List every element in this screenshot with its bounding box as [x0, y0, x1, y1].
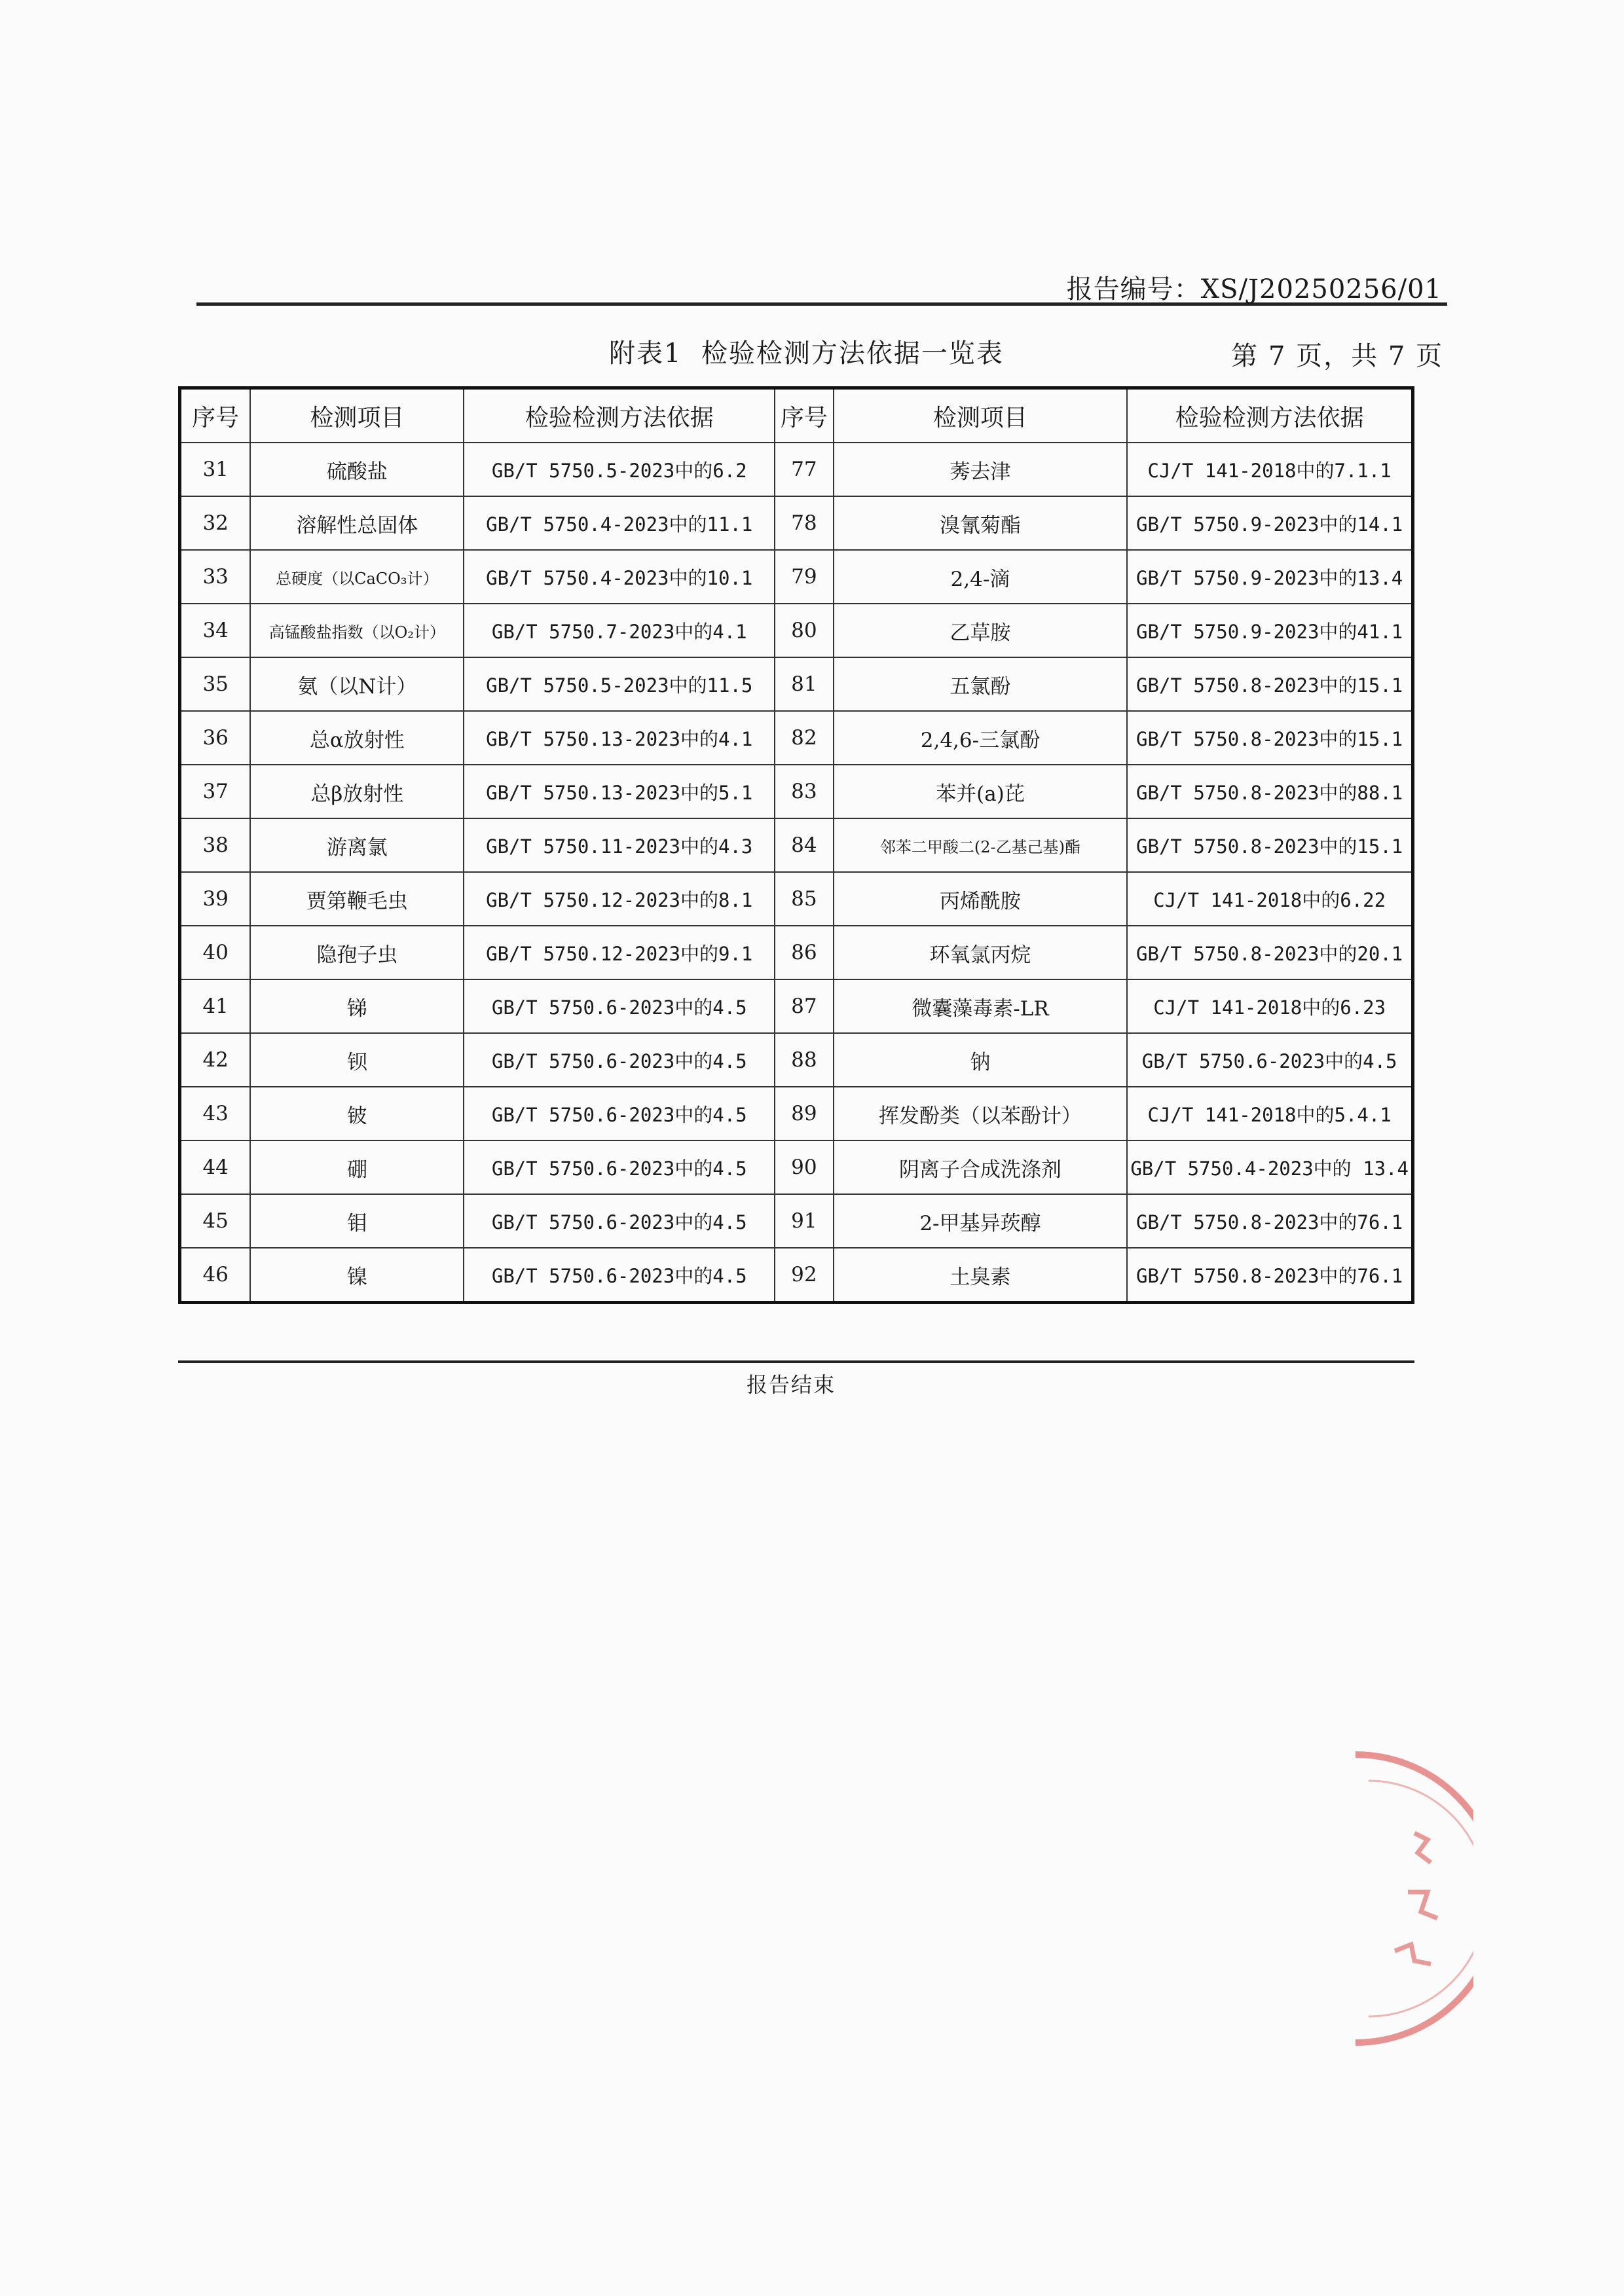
test-method: GB/T 5750.9-2023中的14.1 — [1127, 496, 1412, 550]
table-row — [180, 657, 1413, 711]
test-method: GB/T 5750.6-2023中的4.5 — [464, 1140, 775, 1194]
row-number: 43 — [180, 1087, 251, 1140]
test-method: GB/T 5750.9-2023中的41.1 — [1127, 604, 1412, 657]
page-number: 第 7 页，共 7 页 — [1231, 341, 1443, 371]
table-row — [180, 1033, 1413, 1087]
test-method: GB/T 5750.5-2023中的6.2 — [464, 443, 775, 496]
test-item: 硼 — [250, 1140, 464, 1194]
test-method: GB/T 5750.8-2023中的88.1 — [1127, 765, 1412, 818]
test-item: 锑 — [250, 979, 464, 1033]
test-method: GB/T 5750.11-2023中的4.3 — [464, 818, 775, 872]
official-seal — [1316, 1741, 1473, 2056]
table-row — [180, 1140, 1413, 1194]
col-header-item: 检测项目 — [250, 388, 464, 443]
test-method: CJ/T 141-2018中的7.1.1 — [1127, 443, 1412, 496]
row-number: 83 — [775, 765, 833, 818]
row-number: 40 — [180, 926, 251, 979]
test-item: 2,4-滴 — [834, 550, 1128, 604]
test-item: 微囊藻毒素-LR — [834, 979, 1128, 1033]
row-number: 46 — [180, 1248, 251, 1303]
row-number: 32 — [180, 496, 251, 550]
test-item: 五氯酚 — [834, 657, 1128, 711]
table-header-row — [180, 388, 1413, 443]
test-item: 钡 — [250, 1033, 464, 1087]
col-header-no: 序号 — [775, 388, 833, 443]
table-row — [180, 1248, 1413, 1303]
row-number: 33 — [180, 550, 251, 604]
test-item: 挥发酚类（以苯酚计） — [834, 1087, 1128, 1140]
col-header-item: 检测项目 — [834, 388, 1128, 443]
test-method: GB/T 5750.8-2023中的76.1 — [1127, 1248, 1412, 1303]
test-method: GB/T 5750.6-2023中的4.5 — [464, 1194, 775, 1248]
table-row — [180, 818, 1413, 872]
table-title: 附表1 检验检测方法依据一览表 — [609, 338, 1004, 369]
col-header-no: 序号 — [180, 388, 251, 443]
table-row — [180, 550, 1413, 604]
test-method: GB/T 5750.13-2023中的4.1 — [464, 711, 775, 765]
test-item: 乙草胺 — [834, 604, 1128, 657]
row-number: 78 — [775, 496, 833, 550]
test-method: GB/T 5750.6-2023中的4.5 — [464, 979, 775, 1033]
row-number: 44 — [180, 1140, 251, 1194]
row-number: 31 — [180, 443, 251, 496]
test-item: 溴氰菊酯 — [834, 496, 1128, 550]
test-method: GB/T 5750.6-2023中的4.5 — [464, 1087, 775, 1140]
test-method: GB/T 5750.5-2023中的11.5 — [464, 657, 775, 711]
test-method: CJ/T 141-2018中的6.22 — [1127, 872, 1412, 926]
table-row — [180, 979, 1413, 1033]
report-end-text: 报告结束 — [747, 1372, 836, 1397]
test-item: 土臭素 — [834, 1248, 1128, 1303]
test-item: 镍 — [250, 1248, 464, 1303]
test-item: 总β放射性 — [250, 765, 464, 818]
test-method: CJ/T 141-2018中的5.4.1 — [1127, 1087, 1412, 1140]
col-header-method: 检验检测方法依据 — [1127, 388, 1412, 443]
test-method: GB/T 5750.8-2023中的15.1 — [1127, 711, 1412, 765]
table-row — [180, 926, 1413, 979]
test-method: GB/T 5750.4-2023中的10.1 — [464, 550, 775, 604]
test-method: GB/T 5750.12-2023中的9.1 — [464, 926, 775, 979]
row-number: 86 — [775, 926, 833, 979]
row-number: 36 — [180, 711, 251, 765]
row-number: 88 — [775, 1033, 833, 1087]
test-method: GB/T 5750.8-2023中的15.1 — [1127, 657, 1412, 711]
test-item: 环氧氯丙烷 — [834, 926, 1128, 979]
table-row — [180, 604, 1413, 657]
row-number: 81 — [775, 657, 833, 711]
test-item: 邻苯二甲酸二(2-乙基己基)酯 — [834, 818, 1128, 872]
row-number: 84 — [775, 818, 833, 872]
header-rule — [196, 302, 1447, 306]
test-item: 2,4,6-三氯酚 — [834, 711, 1128, 765]
row-number: 77 — [775, 443, 833, 496]
footer-rule — [178, 1360, 1414, 1363]
test-item: 铍 — [250, 1087, 464, 1140]
row-number: 80 — [775, 604, 833, 657]
test-method: GB/T 5750.6-2023中的4.5 — [464, 1033, 775, 1087]
test-item: 硫酸盐 — [250, 443, 464, 496]
test-item: 莠去津 — [834, 443, 1128, 496]
row-number: 45 — [180, 1194, 251, 1248]
table-row — [180, 1194, 1413, 1248]
table-row — [180, 872, 1413, 926]
test-method: GB/T 5750.7-2023中的4.1 — [464, 604, 775, 657]
test-item: 氨（以N计） — [250, 657, 464, 711]
test-method: GB/T 5750.9-2023中的13.4 — [1127, 550, 1412, 604]
row-number: 90 — [775, 1140, 833, 1194]
row-number: 92 — [775, 1248, 833, 1303]
report-number: 报告编号：XS/J20250256/01 — [1066, 274, 1442, 304]
row-number: 38 — [180, 818, 251, 872]
test-item: 溶解性总固体 — [250, 496, 464, 550]
test-method: GB/T 5750.13-2023中的5.1 — [464, 765, 775, 818]
row-number: 41 — [180, 979, 251, 1033]
table-row — [180, 443, 1413, 496]
test-item: 钠 — [834, 1033, 1128, 1087]
test-method: GB/T 5750.8-2023中的15.1 — [1127, 818, 1412, 872]
test-method: GB/T 5750.4-2023中的11.1 — [464, 496, 775, 550]
row-number: 39 — [180, 872, 251, 926]
row-number: 79 — [775, 550, 833, 604]
row-number: 87 — [775, 979, 833, 1033]
col-header-method: 检验检测方法依据 — [464, 388, 775, 443]
test-item: 钼 — [250, 1194, 464, 1248]
test-item: 游离氯 — [250, 818, 464, 872]
test-item: 总硬度（以CaCO₃计） — [250, 550, 464, 604]
row-number: 91 — [775, 1194, 833, 1248]
test-item: 高锰酸盐指数（以O₂计） — [250, 604, 464, 657]
row-number: 82 — [775, 711, 833, 765]
row-number: 37 — [180, 765, 251, 818]
methods-table — [178, 386, 1414, 1304]
test-method: GB/T 5750.8-2023中的20.1 — [1127, 926, 1412, 979]
table-row — [180, 765, 1413, 818]
row-number: 35 — [180, 657, 251, 711]
test-item: 隐孢子虫 — [250, 926, 464, 979]
row-number: 42 — [180, 1033, 251, 1087]
test-method: GB/T 5750.4-2023中的 13.4 — [1127, 1140, 1412, 1194]
test-method: GB/T 5750.6-2023中的4.5 — [464, 1248, 775, 1303]
test-method: CJ/T 141-2018中的6.23 — [1127, 979, 1412, 1033]
test-item: 贾第鞭毛虫 — [250, 872, 464, 926]
test-method: GB/T 5750.8-2023中的76.1 — [1127, 1194, 1412, 1248]
row-number: 85 — [775, 872, 833, 926]
test-method: GB/T 5750.6-2023中的4.5 — [1127, 1033, 1412, 1087]
table-row — [180, 711, 1413, 765]
test-item: 总α放射性 — [250, 711, 464, 765]
table-row — [180, 496, 1413, 550]
row-number: 34 — [180, 604, 251, 657]
test-item: 丙烯酰胺 — [834, 872, 1128, 926]
test-item: 阴离子合成洗涤剂 — [834, 1140, 1128, 1194]
test-item: 2-甲基异莰醇 — [834, 1194, 1128, 1248]
table-row — [180, 1087, 1413, 1140]
test-method: GB/T 5750.12-2023中的8.1 — [464, 872, 775, 926]
test-item: 苯并(a)芘 — [834, 765, 1128, 818]
row-number: 89 — [775, 1087, 833, 1140]
